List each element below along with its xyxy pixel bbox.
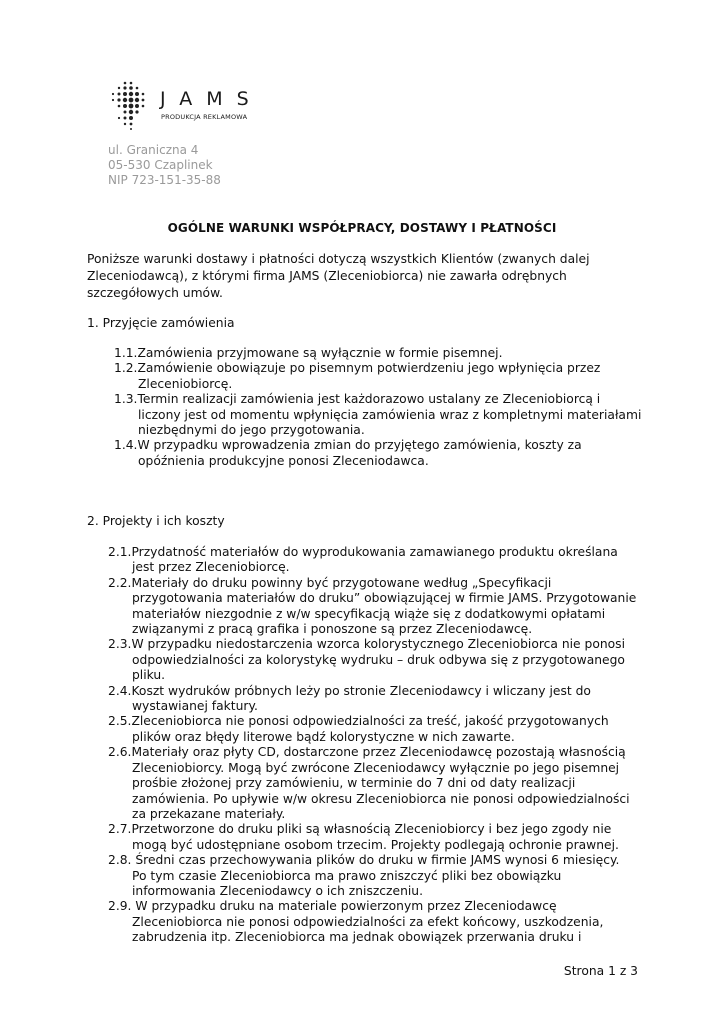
list-item-text: Zleceniobiorcę. [138, 376, 233, 391]
list-item-continuation-line [114, 377, 674, 392]
list-item-text: Zleceniobiorcy. Mogą być zwrócone Zleceniodawcy wyłącznie po jego pisemnej [132, 760, 620, 775]
document-title: OGÓLNE WARUNKI WSPÓŁPRACY, DOSTAWY I PŁATNOŚCI [167, 221, 557, 235]
list-item-first-line [114, 346, 674, 361]
list-item [108, 822, 668, 853]
list-item-continuation-line [108, 761, 668, 776]
list-item-first-line [108, 714, 668, 729]
section-heading-1: 1. Przyjęcie zamówienia [87, 316, 235, 330]
list-item-continuation-line [114, 408, 674, 423]
list-item-text: Materiały do druku powinny być przygotowane według „Specyfikacji [131, 575, 552, 590]
section-heading-2: 2. Projekty i ich koszty [87, 514, 225, 528]
list-item-text: prośbie złożonej przy zamówieniu, w terminie do 7 dni od daty realizacji [132, 776, 576, 791]
list-item-number: 1.1. [114, 346, 138, 360]
section-2-list [108, 545, 668, 946]
list-item-continuation-line [108, 869, 668, 884]
intro-paragraph [87, 251, 647, 302]
list-item-text: związanymi z pracą grafika i ponoszone są przez Zleceniodawcę. [132, 622, 533, 637]
list-item-text: materiałów niezgodnie z w/w specyfikacją wiąże się z dodatkowymi opłatami [132, 606, 606, 621]
list-item [108, 637, 668, 683]
list-item-continuation-line [114, 423, 674, 438]
company-logo [108, 80, 268, 132]
list-item-text: jest przez Zleceniobiorcę. [132, 560, 290, 575]
list-item-number: 1.3. [114, 392, 138, 407]
list-item-number: 2.8. [108, 853, 132, 868]
list-item-first-line [108, 545, 668, 560]
logo-dot-mark-icon [108, 80, 156, 132]
list-item [108, 899, 668, 945]
list-item-text: pliku. [132, 668, 166, 683]
list-item-number: 2.2. [108, 575, 132, 590]
list-item-continuation-line [108, 792, 668, 807]
list-item-number: 2.7. [108, 822, 132, 837]
intro-line: szczegółowych umów. [87, 286, 223, 300]
list-item-continuation-line [108, 560, 668, 575]
logo-wordmark: JAMS [160, 88, 263, 110]
list-item [108, 545, 668, 576]
list-item-text: za przekazane materiały. [132, 806, 286, 821]
list-item-text: Materiały oraz płyty CD, dostarczone przez Zleceniodawcę pozostają własnością [131, 745, 626, 760]
address-nip: NIP 723-151-35-88 [108, 173, 221, 187]
list-item-first-line [108, 637, 668, 652]
list-item-number: 1.4. [114, 438, 138, 453]
list-item-text: Średni czas przechowywania plików do druku w firmie JAMS wynosi 6 miesięcy. [131, 853, 620, 868]
address-city: 05-530 Czaplinek [108, 158, 213, 172]
list-item-continuation-line [108, 591, 668, 606]
list-item-text: Koszt wydruków próbnych leży po stronie Zleceniodawcy i wliczany jest do [131, 683, 591, 698]
intro-line: Zleceniodawcą), z którymi firma JAMS (Zleceniobiorca) nie zawarła odrębnych [87, 269, 567, 283]
page-number: Strona 1 z 3 [563, 964, 638, 978]
list-item-text: odpowiedzialności za kolorystykę wydruku – druk odbywa się z przygotowanego [132, 652, 625, 667]
list-item-text: liczony jest od momentu wpłynięcia zamówienia wraz z kompletnymi materiałami [138, 407, 642, 422]
address-street: ul. Graniczna 4 [108, 143, 199, 157]
list-item [108, 684, 668, 715]
list-item-first-line [108, 822, 668, 837]
list-item-continuation-line [108, 776, 668, 791]
list-item-first-line [108, 684, 668, 699]
list-item-continuation-line [108, 607, 668, 622]
list-item-continuation-line [108, 668, 668, 683]
list-item-first-line [114, 361, 674, 376]
list-item [108, 853, 668, 899]
list-item-text: Po tym czasie Zleceniobiorca ma prawo zniszczyć pliki bez obowiązku [132, 868, 562, 883]
section-1-list [114, 346, 674, 469]
list-item-text: Przydatność materiałów do wyprodukowania zamawianego produktu określana [131, 545, 618, 559]
list-item-text: Zamówienia przyjmowane są wyłącznie w formie pisemnej. [137, 346, 503, 360]
list-item-number: 2.1. [108, 545, 132, 559]
list-item-text: informowania Zleceniodawcy o ich zniszczeniu. [132, 883, 423, 898]
list-item-continuation-line [108, 884, 668, 899]
list-item-number: 2.6. [108, 745, 132, 760]
list-item [108, 745, 668, 822]
list-item [114, 392, 674, 438]
list-item-number: 1.2. [114, 361, 138, 376]
logo-subtitle: PRODUKCJA REKLAMOWA [161, 113, 248, 121]
list-item-first-line [108, 745, 668, 760]
list-item-text: przygotowania materiałów do druku” obowiązującej w firmie JAMS. Przygotowanie [132, 591, 637, 606]
list-item-continuation-line [114, 454, 674, 469]
list-item-number: 2.4. [108, 683, 132, 698]
list-item-number: 2.3. [108, 637, 132, 652]
list-item-text: Przetworzone do druku pliki są własnością Zleceniobiorcy i bez jego zgody nie [131, 822, 612, 837]
list-item-text: mogą być udostępniane osobom trzecim. Projekty podlegają ochronie prawnej. [132, 837, 619, 852]
list-item-first-line [108, 853, 668, 868]
list-item-continuation-line [108, 915, 668, 930]
list-item-continuation-line [108, 807, 668, 822]
list-item-text: W przypadku druku na materiale powierzonym przez Zleceniodawcę [131, 899, 557, 914]
list-item-first-line [108, 576, 668, 591]
list-item [114, 361, 674, 392]
list-item-text: zabrudzenia itp. Zleceniobiorca ma jednak obowiązek przerwania druku i [132, 930, 582, 945]
list-item [108, 576, 668, 638]
list-item-text: wystawianej faktury. [132, 699, 258, 714]
list-item-continuation-line [108, 622, 668, 637]
list-item-continuation-line [108, 653, 668, 668]
list-item-first-line [114, 438, 674, 453]
list-item-continuation-line [108, 930, 668, 945]
list-item [108, 714, 668, 745]
list-item-text: Zleceniobiorca nie ponosi odpowiedzialności za treść, jakość przygotowanych [131, 714, 609, 729]
list-item-number: 2.5. [108, 714, 132, 729]
list-item-text: W przypadku wprowadzenia zmian do przyjętego zamówienia, koszty za [137, 438, 582, 453]
company-address [108, 143, 221, 188]
list-item-text: plików oraz błędy literowe bądź kolorystyczne w nich zawarte. [132, 729, 515, 744]
list-item-text: Zleceniobiorca nie ponosi odpowiedzialności za efekt końcowy, uszkodzenia, [132, 914, 604, 929]
list-item-continuation-line [108, 699, 668, 714]
list-item-text: zamówienia. Po upływie w/w okresu Zleceniobiorca nie ponosi odpowiedzialności [132, 791, 630, 806]
list-item-continuation-line [108, 838, 668, 853]
list-item-text: Zamówienie obowiązuje po pisemnym potwierdzeniu jego wpłynięcia przez [137, 361, 601, 376]
list-item-number: 2.9. [108, 899, 132, 914]
list-item-first-line [108, 899, 668, 914]
list-item-text: niezbędnymi do jego przygotowania. [138, 423, 365, 438]
list-item [114, 438, 674, 469]
list-item-text: opóźnienia produkcyjne ponosi Zleceniodawca. [138, 453, 429, 468]
intro-line: Poniższe warunki dostawy i płatności dotyczą wszystkich Klientów (zwanych dalej [87, 252, 590, 266]
list-item-text: Termin realizacji zamówienia jest każdorazowo ustalany ze Zleceniobiorcą i [137, 392, 601, 407]
list-item-text: W przypadku niedostarczenia wzorca kolorystycznego Zleceniobiorca nie ponosi [131, 637, 625, 652]
list-item [114, 346, 674, 361]
list-item-first-line [114, 392, 674, 407]
list-item-continuation-line [108, 730, 668, 745]
